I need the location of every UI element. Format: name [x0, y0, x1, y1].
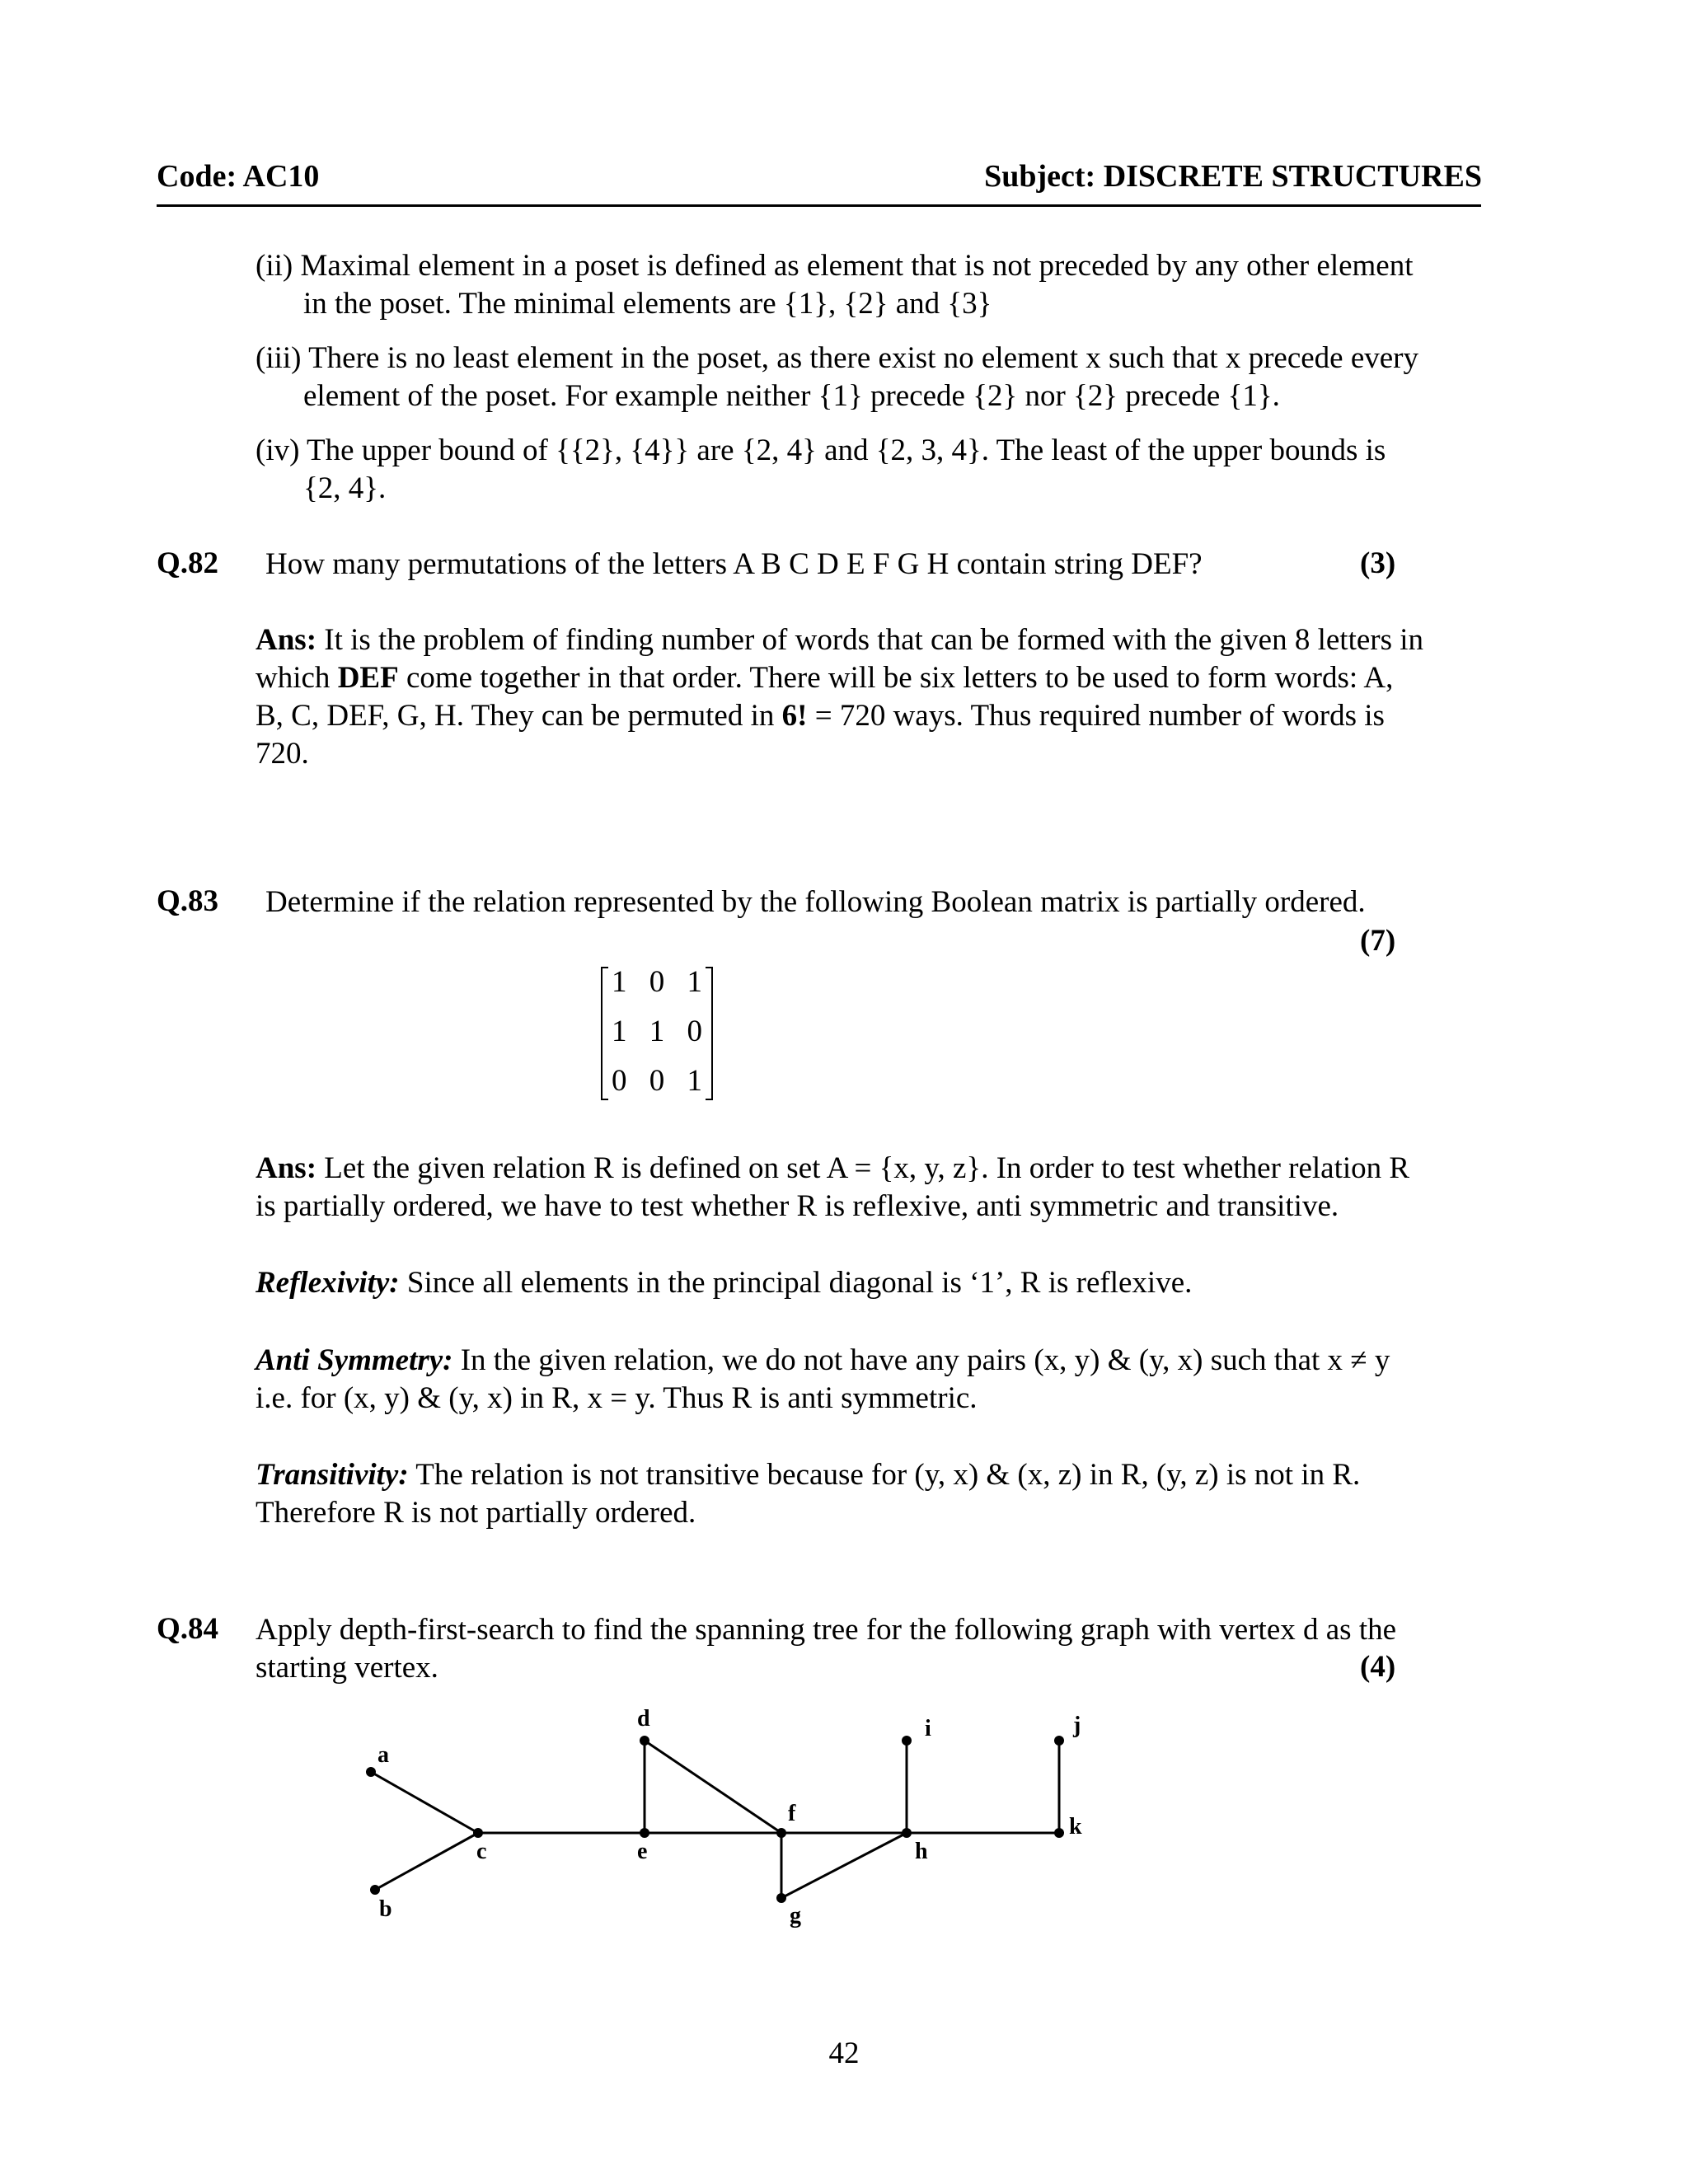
item-line: element of the poset. For example neither {1} precede {2} nor {2} precede {1}. [303, 379, 1280, 413]
edge-b-c [375, 1833, 478, 1890]
edge-g-h [781, 1833, 907, 1898]
vertex-label-g: g [790, 1903, 801, 1929]
vertex-label-c: c [476, 1839, 487, 1864]
vertex-f [776, 1828, 786, 1838]
antisymmetry-label: Anti Symmetry: [256, 1343, 453, 1377]
vertex-k [1054, 1828, 1064, 1838]
matrix-cell: 0 [612, 1064, 627, 1098]
item-line: Maximal element in a poset is defined as element that is not preceded by any other element [300, 249, 1414, 283]
matrix-cell: 1 [649, 1015, 665, 1048]
item-line: in the poset. The minimal elements are {1}, {2} and {3} [303, 287, 992, 321]
question-marks: (3) [1360, 546, 1396, 580]
question-number: Q.84 [157, 1612, 219, 1646]
vertex-label-i: i [925, 1716, 931, 1741]
question-marks: (4) [1360, 1650, 1396, 1684]
answer-line: = 720 ways. Thus required number of words is [807, 699, 1385, 733]
question-number: Q.83 [157, 884, 219, 918]
vertex-c [473, 1828, 483, 1838]
question-text: How many permutations of the letters A B C D E F G H contain string DEF? [265, 547, 1203, 581]
answer-line: Let the given relation R is defined on set A = {x, y, z}. In order to test whether relation R [324, 1151, 1410, 1185]
vertex-label-h: h [915, 1839, 928, 1864]
vertex-label-f: f [788, 1801, 796, 1826]
answer-emphasis: DEF [337, 661, 399, 695]
reflexivity-label: Reflexivity: [256, 1266, 400, 1300]
answer-line: B, C, DEF, G, H. They can be permuted in [256, 699, 782, 733]
matrix-cell: 1 [612, 965, 627, 999]
vertex-h [902, 1828, 912, 1838]
reflexivity-text: Since all elements in the principal diagonal is ‘1’, R is reflexive. [399, 1266, 1193, 1300]
antisymmetry-text: i.e. for (x, y) & (y, x) in R, x = y. Thus R is anti symmetric. [256, 1381, 978, 1415]
answer-line: is partially ordered, we have to test whether R is reflexive, anti symmetric and transitive. [256, 1189, 1339, 1223]
antisymmetry-text: In the given relation, we do not have any pairs (x, y) & (y, x) such that x ≠ y [452, 1343, 1390, 1377]
header-subject: Subject: DISCRETE STRUCTURES [984, 159, 1482, 194]
edge-a-c [371, 1772, 478, 1833]
item-label: (iii) [256, 341, 302, 375]
item-line: The upper bound of {{2}, {4}} are {2, 4} and {2, 3, 4}. The least of the upper bounds is [307, 434, 1386, 467]
answer-line: which [256, 661, 338, 695]
answer-line: 720. [256, 737, 309, 771]
answer-label: Ans: [256, 623, 317, 657]
question-line: Apply depth-first-search to find the spanning tree for the following graph with vertex d as the [256, 1613, 1397, 1647]
vertex-label-d: d [637, 1706, 650, 1732]
answer-emphasis: 6! [781, 699, 808, 733]
item-label: (iv) [256, 434, 300, 467]
item-line: There is no least element in the poset, as there exist no element x such that x precede every [308, 341, 1419, 375]
edge-d-f [645, 1741, 781, 1833]
vertex-d [640, 1736, 649, 1746]
vertex-j [1054, 1736, 1064, 1746]
vertex-b [370, 1885, 380, 1895]
matrix-cell: 0 [687, 1015, 702, 1048]
vertex-label-b: b [379, 1896, 392, 1922]
vertex-label-e: e [637, 1839, 648, 1864]
vertex-label-a: a [377, 1742, 389, 1768]
item-line: {2, 4}. [303, 471, 387, 505]
matrix-cell: 1 [687, 1064, 702, 1098]
question-line: starting vertex. [256, 1651, 438, 1685]
transitivity-text: The relation is not transitive because for (y, x) & (x, z) in R, (y, z) is not in R. [408, 1458, 1361, 1492]
vertex-a [366, 1767, 376, 1777]
question-marks: (7) [1360, 924, 1396, 958]
page-number: 42 [828, 2036, 860, 2070]
header-code: Code: AC10 [157, 159, 320, 194]
transitivity-label: Transitivity: [256, 1458, 409, 1492]
vertex-e [640, 1828, 649, 1838]
matrix-cell: 1 [612, 1015, 627, 1048]
transitivity-text: Therefore R is not partially ordered. [256, 1496, 696, 1530]
question-text: Determine if the relation represented by the following Boolean matrix is partially ordered. [265, 885, 1366, 919]
question-number: Q.82 [157, 546, 219, 580]
matrix-cell: 1 [687, 965, 702, 999]
vertex-i [902, 1736, 912, 1746]
vertex-g [776, 1893, 786, 1903]
matrix-cell: 0 [649, 1064, 665, 1098]
answer-label: Ans: [256, 1151, 317, 1185]
answer-line: come together in that order. There will be six letters to be used to form words: A, [398, 661, 1394, 695]
vertex-label-j: j [1073, 1713, 1081, 1738]
vertex-label-k: k [1069, 1814, 1082, 1840]
matrix-cell: 0 [649, 965, 665, 999]
item-label: (ii) [256, 249, 293, 283]
answer-line: It is the problem of finding number of words that can be formed with the given 8 letters in [324, 623, 1424, 657]
